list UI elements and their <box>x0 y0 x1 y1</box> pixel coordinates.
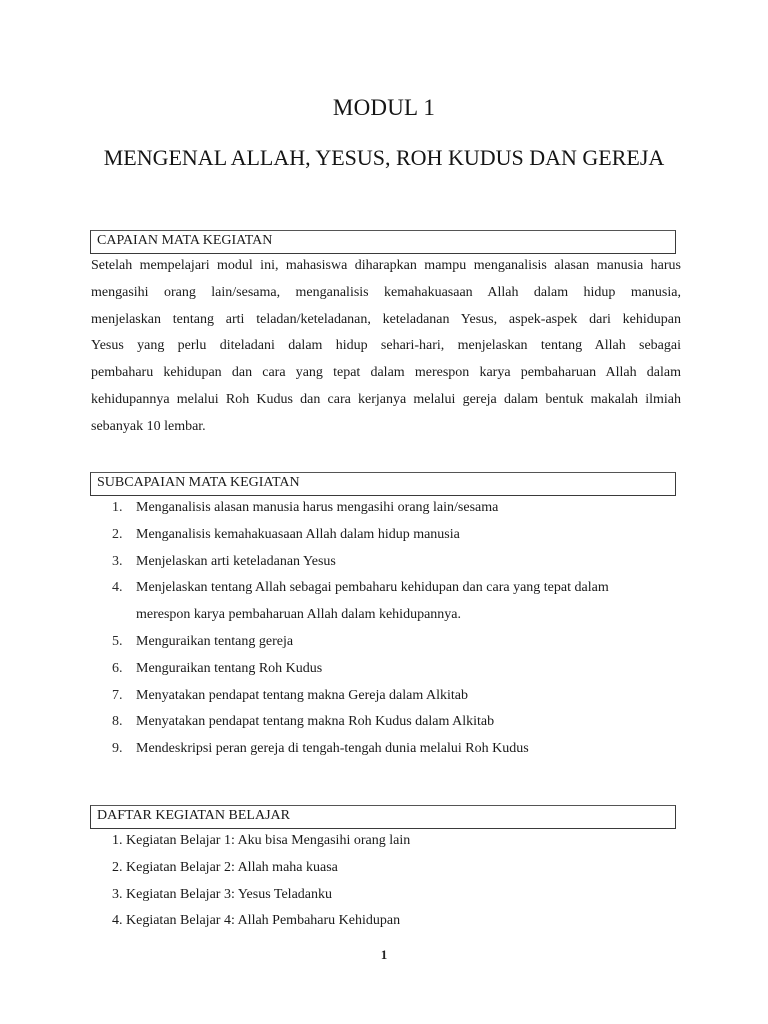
list-text: Menguraikan tentang gereja <box>136 633 294 649</box>
list-item <box>112 629 672 656</box>
subcapaian-list <box>112 495 672 763</box>
paragraph-line: mengasihi orang lain/sesama, menganalisis kemahakuasaan Allah dalam hidup manusia, <box>91 284 681 300</box>
paragraph-line: kehidupannya melalui Roh Kudus dan cara kerjanya melalui gereja dalam bentuk makalah ilmiah <box>91 391 681 407</box>
list-text: Menjelaskan arti keteladanan Yesus <box>136 553 336 569</box>
list-item: 3. Kegiatan Belajar 3: Yesus Teladanku <box>112 886 332 902</box>
list-item <box>112 575 672 602</box>
list-item <box>112 683 672 710</box>
list-text: Menyatakan pendapat tentang makna Roh Kudus dalam Alkitab <box>136 714 495 730</box>
list-number: 7. <box>112 687 123 703</box>
list-item <box>112 709 672 736</box>
list-item: 1. Kegiatan Belajar 1: Aku bisa Mengasihi orang lain <box>112 833 411 848</box>
daftar-heading-box <box>90 805 676 829</box>
list-text: Menguraikan tentang Roh Kudus <box>136 660 323 676</box>
list-item <box>112 495 672 522</box>
list-number: 5. <box>112 633 123 649</box>
list-text: Menganalisis kemahakuasaan Allah dalam hidup manusia <box>136 526 460 542</box>
subcapaian-heading: SUBCAPAIAN MATA KEGIATAN <box>97 475 300 490</box>
list-item: 4. Kegiatan Belajar 4: Allah Pembaharu Kehidupan <box>112 913 401 929</box>
list-text: Menganalisis alasan manusia harus mengasihi orang lain/sesama <box>136 500 499 515</box>
list-item <box>112 656 672 683</box>
paragraph-line: pembaharu kehidupan dan cara yang tepat dalam merespon karya pembaharuan Allah dalam <box>91 365 681 381</box>
paragraph-line: Yesus yang perlu diteladani dalam hidup sehari-hari, menjelaskan tentang Allah sebagai <box>91 338 681 354</box>
list-number: 1. <box>112 500 123 515</box>
list-item: 2. Kegiatan Belajar 2: Allah maha kuasa <box>112 859 338 875</box>
paragraph-line: sebanyak 10 lembar. <box>91 418 206 434</box>
daftar-list <box>112 828 672 935</box>
module-subtitle: MENGENAL ALLAH, YESUS, ROH KUDUS DAN GEREJA <box>103 145 665 170</box>
subcapaian-heading-box <box>90 472 676 496</box>
list-text-continuation: merespon karya pembaharuan Allah dalam kehidupannya. <box>136 607 461 623</box>
list-number: 3. <box>112 553 123 569</box>
list-number: 9. <box>112 741 123 757</box>
list-number: 4. <box>112 580 123 596</box>
daftar-heading: DAFTAR KEGIATAN BELAJAR <box>97 808 290 823</box>
paragraph-line: menjelaskan tentang arti teladan/keteladanan, keteladanan Yesus, aspek-aspek dari kehidupan <box>91 311 681 327</box>
module-title: MODUL 1 <box>332 95 436 120</box>
list-number: 8. <box>112 714 123 730</box>
capaian-heading: CAPAIAN MATA KEGIATAN <box>97 233 273 248</box>
page-number: 1 <box>380 947 388 962</box>
capaian-heading-box <box>90 230 676 254</box>
list-text: Mendeskripsi peran gereja di tengah-tengah dunia melalui Roh Kudus <box>136 741 529 757</box>
paragraph-line: Setelah mempelajari modul ini, mahasiswa diharapkan mampu menganalisis alasan manusia harus <box>91 258 681 273</box>
list-text: Menyatakan pendapat tentang makna Gereja dalam Alkitab <box>136 687 468 703</box>
list-item <box>112 736 672 763</box>
list-item <box>112 522 672 549</box>
list-text: Menjelaskan tentang Allah sebagai pembaharu kehidupan dan cara yang tepat dalam <box>136 580 609 596</box>
list-item <box>112 549 672 576</box>
capaian-paragraph <box>91 253 681 441</box>
list-number: 2. <box>112 526 123 542</box>
list-number: 6. <box>112 660 123 676</box>
